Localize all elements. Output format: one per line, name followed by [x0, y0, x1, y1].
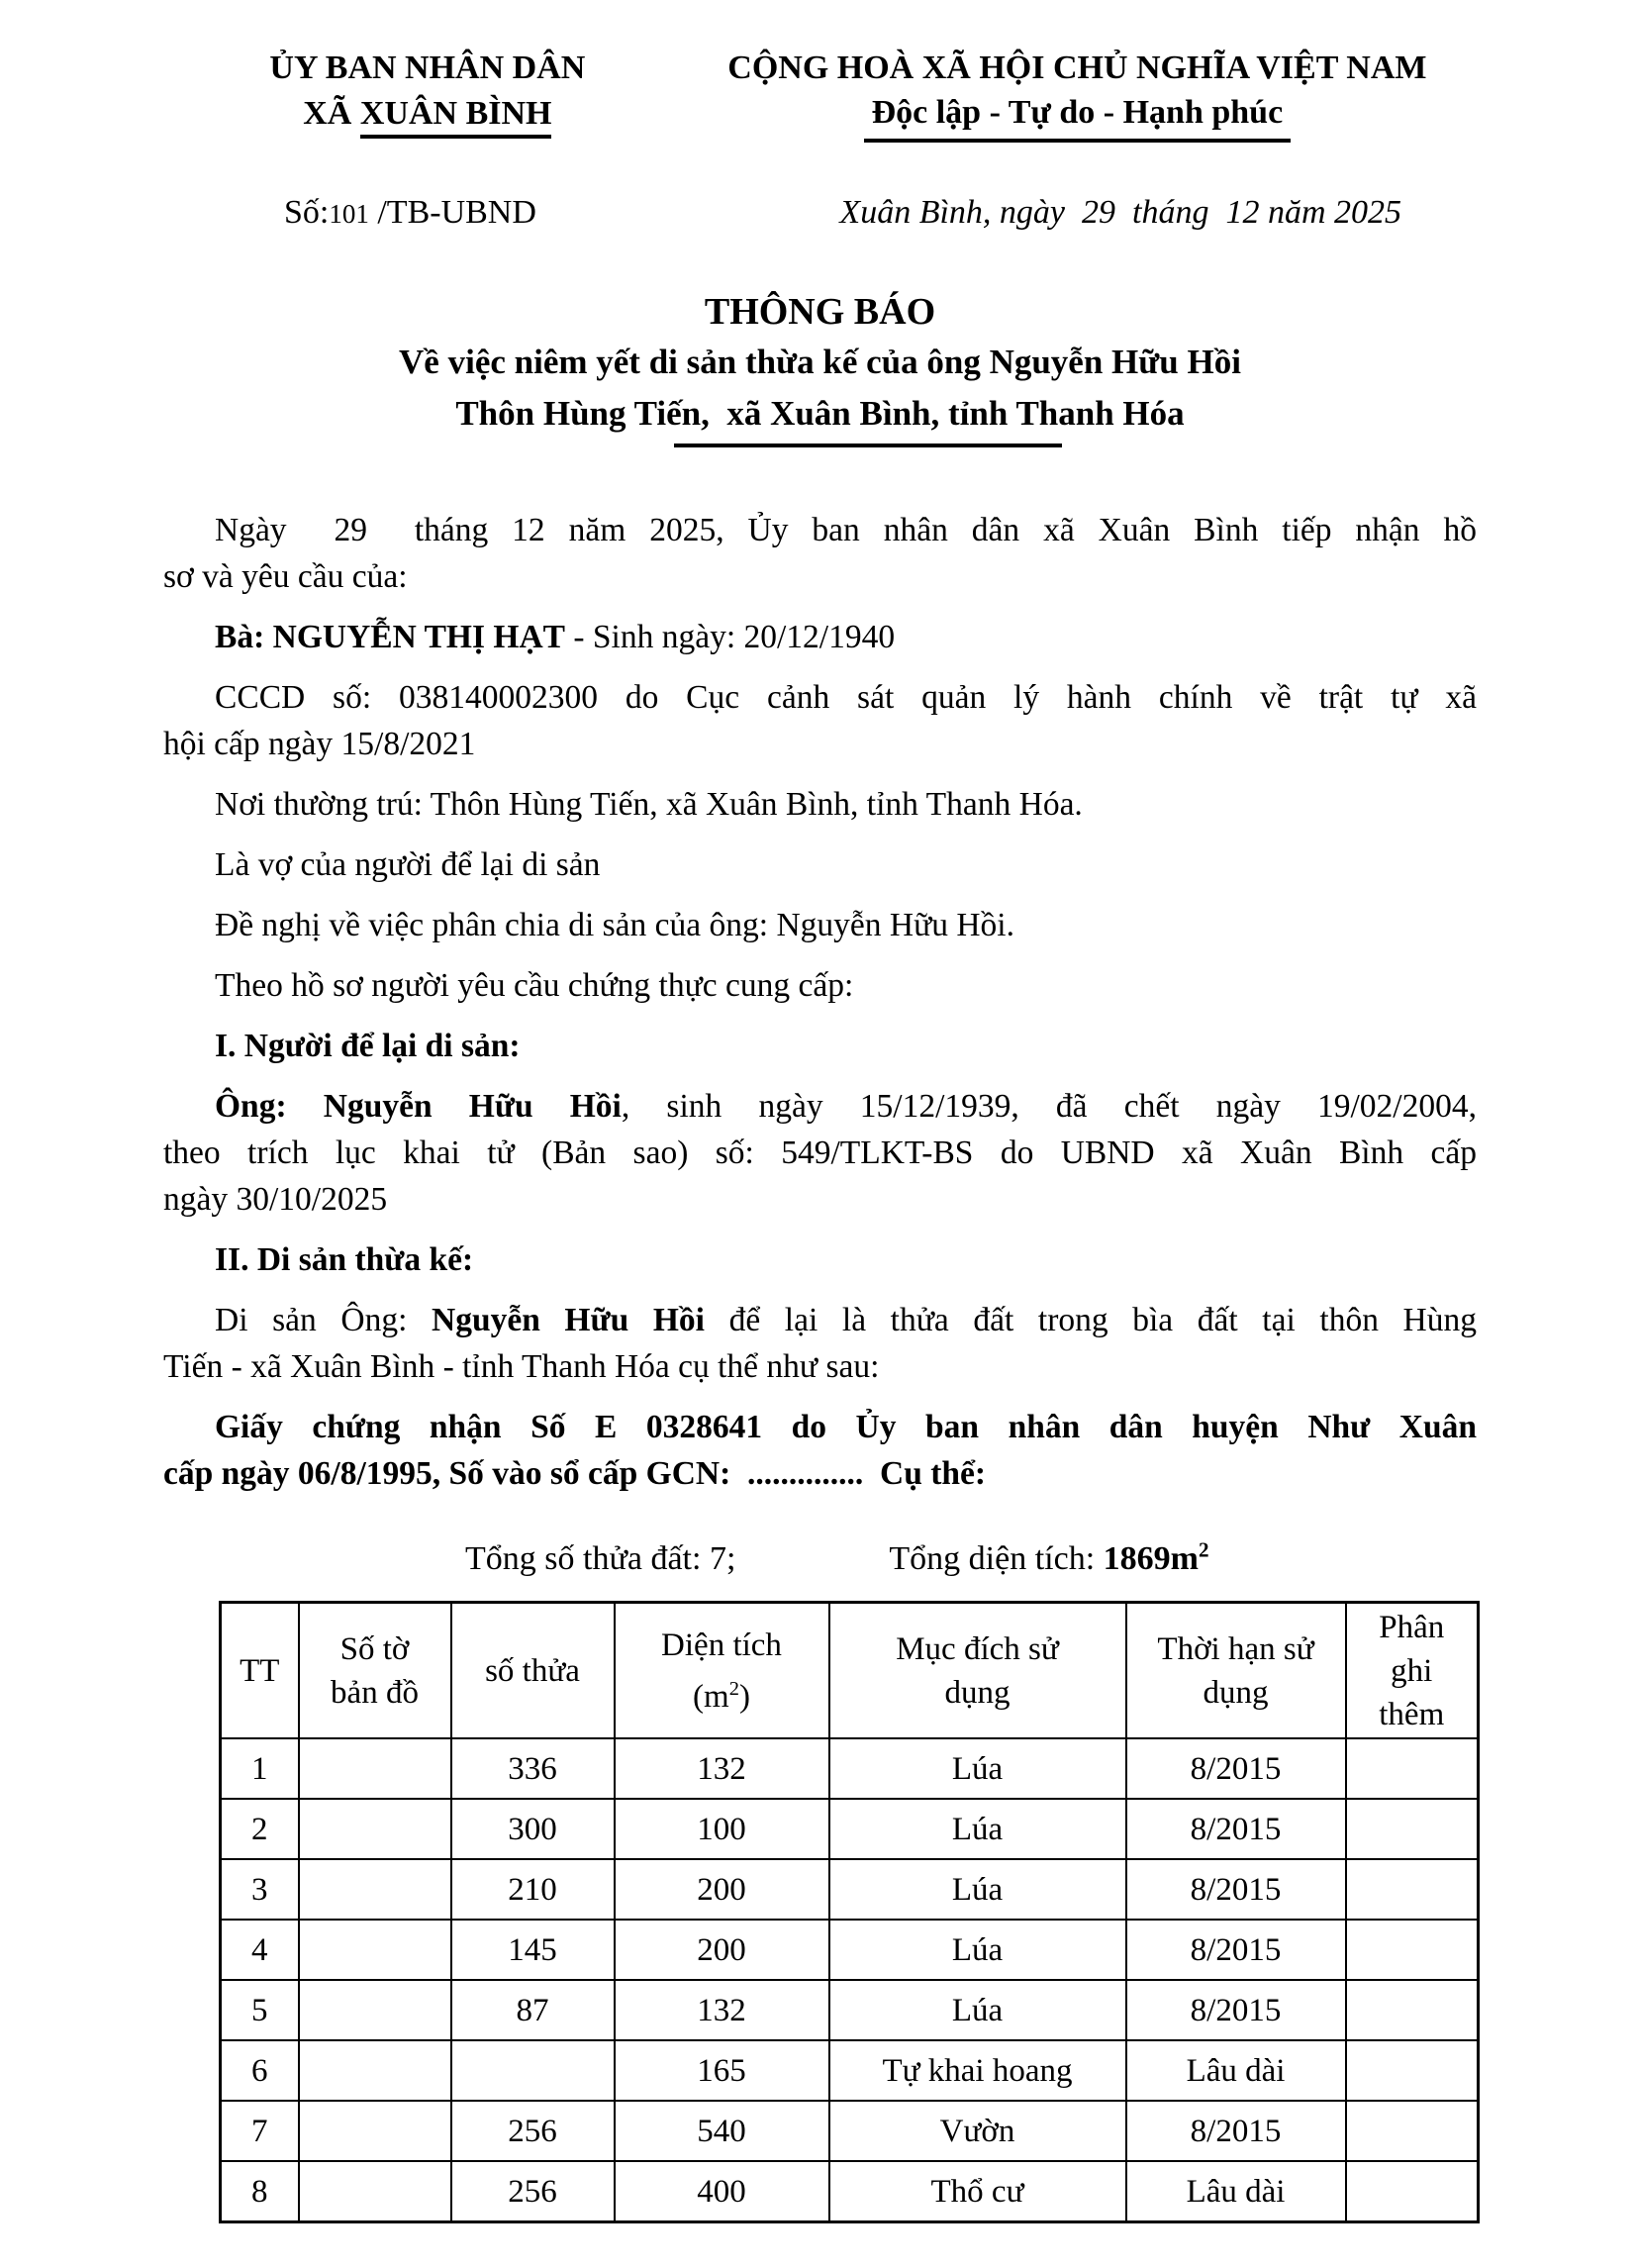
- cell-so-thua: 256: [451, 2101, 615, 2161]
- area-unit-post: ): [738, 1678, 750, 1715]
- cell-phan-ghi: [1346, 2040, 1479, 2101]
- cell-dien-tich: 540: [615, 2101, 829, 2161]
- deceased-dates: , sinh ngày 15/12/1939, đã chết ngày 19/02/2004,: [621, 1088, 1477, 1125]
- applicant-name: Bà: NGUYỄN THỊ HẠT: [215, 619, 565, 655]
- table-header-row: [221, 1603, 1479, 1739]
- cell-muc-dich: Lúa: [829, 1980, 1126, 2040]
- cell-thoi-han: 8/2015: [1126, 1980, 1346, 2040]
- applicant-birth: - Sinh ngày: 20/12/1940: [564, 619, 896, 655]
- authority-commune: [177, 91, 678, 137]
- paragraph-request: Đề nghị về việc phân chia di sản của ông: Nguyễn Hữu Hồi.: [215, 907, 1014, 943]
- cell-so-thua: 210: [451, 1859, 615, 1920]
- col-header-muc-dich: Mục đích sử dụng: [829, 1603, 1126, 1739]
- cell-muc-dich: Vườn: [829, 2101, 1126, 2161]
- col-header-thoi-han: Thời hạn sử dụng: [1126, 1603, 1346, 1739]
- cell-tt: 7: [221, 2101, 299, 2161]
- cell-muc-dich: Thổ cư: [829, 2161, 1126, 2222]
- cell-dien-tich: 165: [615, 2040, 829, 2101]
- cell-so-thua: 300: [451, 1799, 615, 1859]
- estate-owner-name: Nguyễn Hữu Hồi: [432, 1302, 705, 1338]
- cell-thoi-han: Lâu dài: [1126, 2161, 1346, 2222]
- authority-commune-prefix: XÃ: [303, 95, 360, 132]
- cell-thoi-han: 8/2015: [1126, 1799, 1346, 1859]
- cell-dien-tich: 400: [615, 2161, 829, 2222]
- cell-so-to: [299, 2040, 451, 2101]
- cell-thoi-han: 8/2015: [1126, 1859, 1346, 1920]
- cell-tt: 1: [221, 1738, 299, 1799]
- cell-phan-ghi: [1346, 1920, 1479, 1980]
- cell-so-thua: 336: [451, 1738, 615, 1799]
- area-unit: [693, 1679, 750, 1715]
- table-row: [221, 2101, 1479, 2161]
- document-subtitle-1: Về việc niêm yết di sản thừa kế của ông Nguyễn Hữu Hồi: [399, 343, 1241, 381]
- document-number: [284, 194, 536, 232]
- total-area-sup: 2: [1198, 1538, 1209, 1562]
- cell-dien-tich: 132: [615, 1980, 829, 2040]
- cell-muc-dich: Lúa: [829, 1920, 1126, 1980]
- document-body: [163, 507, 1477, 1497]
- total-area-value: [1104, 1540, 1209, 1577]
- total-plots: Tổng số thửa đất: 7;: [465, 1540, 736, 1578]
- table-row: [221, 1920, 1479, 1980]
- cell-tt: 8: [221, 2161, 299, 2222]
- paragraph-estate: [163, 1297, 1477, 1390]
- col-header-so-thua: số thửa: [451, 1603, 615, 1739]
- paragraph-intro-line1: Ngày 29 tháng 12 năm 2025, Ủy ban nhân dân xã Xuân Bình tiếp nhận hồ: [215, 512, 1477, 548]
- paragraph-deceased-line3: ngày 30/10/2025: [163, 1181, 388, 1218]
- estate-prefix: Di sản Ông:: [215, 1302, 432, 1338]
- cell-so-thua: 87: [451, 1980, 615, 2040]
- land-parcel-table: [219, 1601, 1480, 2223]
- cell-dien-tich: 200: [615, 1859, 829, 1920]
- paragraph-dossier: Theo hồ sơ người yêu cầu chứng thực cung cấp:: [215, 967, 854, 1004]
- cell-so-to: [299, 2161, 451, 2222]
- cell-muc-dich: Lúa: [829, 1738, 1126, 1799]
- cell-muc-dich: Lúa: [829, 1799, 1126, 1859]
- paragraph-deceased-line1: [163, 1083, 1477, 1130]
- col-header-phan-ghi-them: Phân ghi thêm: [1346, 1603, 1479, 1739]
- cell-thoi-han: 8/2015: [1126, 1920, 1346, 1980]
- paragraph-cccd-line2: hội cấp ngày 15/8/2021: [163, 726, 476, 762]
- cell-so-thua: 256: [451, 2161, 615, 2222]
- table-row: [221, 1799, 1479, 1859]
- title-block: [163, 287, 1477, 447]
- cell-so-to: [299, 1920, 451, 1980]
- cell-tt: 3: [221, 1859, 299, 1920]
- area-unit-pre: (m: [693, 1678, 729, 1715]
- paragraph-certificate-line1: Giấy chứng nhận Số E 0328641 do Ủy ban nhân dân huyện Như Xuân: [215, 1409, 1477, 1445]
- area-unit-sup: 2: [728, 1677, 739, 1700]
- cell-phan-ghi: [1346, 1738, 1479, 1799]
- cell-so-to: [299, 1799, 451, 1859]
- estate-description: để lại là thửa đất trong bìa đất tại thôn Hùng: [704, 1302, 1478, 1338]
- paragraph-deceased-line2: theo trích lục khai tử (Bản sao) số: 549/TLKT-BS do UBND xã Xuân Bình cấp: [163, 1134, 1477, 1171]
- cell-dien-tich: 132: [615, 1738, 829, 1799]
- cell-dien-tich: 100: [615, 1799, 829, 1859]
- section-heading-2: II. Di sản thừa kế:: [215, 1241, 474, 1278]
- cell-so-to: [299, 1980, 451, 2040]
- table-row: [221, 2161, 1479, 2222]
- totals-line: [163, 1527, 1477, 1583]
- paragraph-residence: Nơi thường trú: Thôn Hùng Tiến, xã Xuân Bình, tỉnh Thanh Hóa.: [215, 786, 1083, 823]
- total-area-number: 1869m: [1103, 1540, 1199, 1578]
- document-subtitle-2: Thôn Hùng Tiến, xã Xuân Bình, tỉnh Thanh Hóa: [455, 394, 1185, 433]
- paragraph-deceased: [163, 1083, 1477, 1223]
- total-area-label: Tổng diện tích:: [889, 1540, 1104, 1578]
- document-date: Xuân Bình, ngày 29 tháng 12 năm 2025: [839, 194, 1401, 231]
- cell-thoi-han: Lâu dài: [1126, 2040, 1346, 2101]
- deceased-name: Ông: Nguyễn Hữu Hồi: [215, 1088, 622, 1125]
- section-heading-1: I. Người để lại di sản:: [215, 1028, 521, 1064]
- paragraph-cccd: [163, 674, 1477, 767]
- authority-name: ỦY BAN NHÂN DÂN: [269, 49, 586, 86]
- paragraph-relation: Là vợ của người để lại di sản: [215, 846, 601, 883]
- paragraph-intro-line2: sơ và yêu cầu của:: [163, 558, 408, 595]
- cell-muc-dich: Lúa: [829, 1859, 1126, 1920]
- cell-phan-ghi: [1346, 1859, 1479, 1920]
- cell-tt: 6: [221, 2040, 299, 2101]
- table-row: [221, 1859, 1479, 1920]
- paragraph-applicant: [163, 614, 1477, 660]
- paragraph-certificate: [163, 1404, 1477, 1497]
- document-header: [163, 46, 1477, 143]
- document-title: THÔNG BÁO: [704, 291, 936, 333]
- cell-tt: 4: [221, 1920, 299, 1980]
- number-suffix: /TB-UBND: [368, 194, 536, 231]
- cell-tt: 5: [221, 1980, 299, 2040]
- cell-phan-ghi: [1346, 2161, 1479, 2222]
- paragraph-estate-line2: Tiến - xã Xuân Bình - tỉnh Thanh Hóa cụ thể như sau:: [163, 1348, 880, 1385]
- issuing-authority-block: [177, 46, 678, 137]
- paragraph-intro: [163, 507, 1477, 600]
- cell-dien-tich: 200: [615, 1920, 829, 1980]
- cell-so-to: [299, 2101, 451, 2161]
- meta-row: [163, 194, 1477, 232]
- table-row: [221, 1980, 1479, 2040]
- col-header-so-to-ban-do: Số tờ bản đồ: [299, 1603, 451, 1739]
- cell-thoi-han: 8/2015: [1126, 2101, 1346, 2161]
- paragraph-cccd-line1: CCCD số: 038140002300 do Cục cảnh sát quản lý hành chính về trật tự xã: [215, 679, 1477, 716]
- col-header-tt: TT: [221, 1603, 299, 1739]
- cell-phan-ghi: [1346, 1799, 1479, 1859]
- table-row: [221, 1738, 1479, 1799]
- cell-tt: 2: [221, 1799, 299, 1859]
- cell-phan-ghi: [1346, 1980, 1479, 2040]
- national-header-block: [678, 46, 1477, 143]
- authority-commune-name: XUÂN BÌNH: [360, 95, 552, 139]
- number-value: 101: [329, 199, 369, 229]
- paragraph-estate-line1: [163, 1297, 1477, 1343]
- national-motto: Độc lập - Tự do - Hạnh phúc: [864, 91, 1292, 143]
- cell-so-thua: 145: [451, 1920, 615, 1980]
- cell-muc-dich: Tự khai hoang: [829, 2040, 1126, 2101]
- motto-row: [678, 91, 1477, 143]
- paragraph-certificate-line2: cấp ngày 06/8/1995, Số vào sổ cấp GCN: .............. Cụ thể:: [163, 1455, 987, 1492]
- cell-so-to: [299, 1859, 451, 1920]
- table-row: [221, 2040, 1479, 2101]
- cell-so-to: [299, 1738, 451, 1799]
- col-header-dien-tich: Diện tích $(m^2)$: [615, 1603, 829, 1739]
- number-label: Số:: [284, 194, 330, 231]
- cell-so-thua: [451, 2040, 615, 2101]
- cell-thoi-han: 8/2015: [1126, 1738, 1346, 1799]
- title-underline: [674, 444, 1062, 447]
- cell-phan-ghi: [1346, 2101, 1479, 2161]
- country-title: CỘNG HOÀ XÃ HỘI CHỦ NGHĨA VIỆT NAM: [727, 49, 1427, 86]
